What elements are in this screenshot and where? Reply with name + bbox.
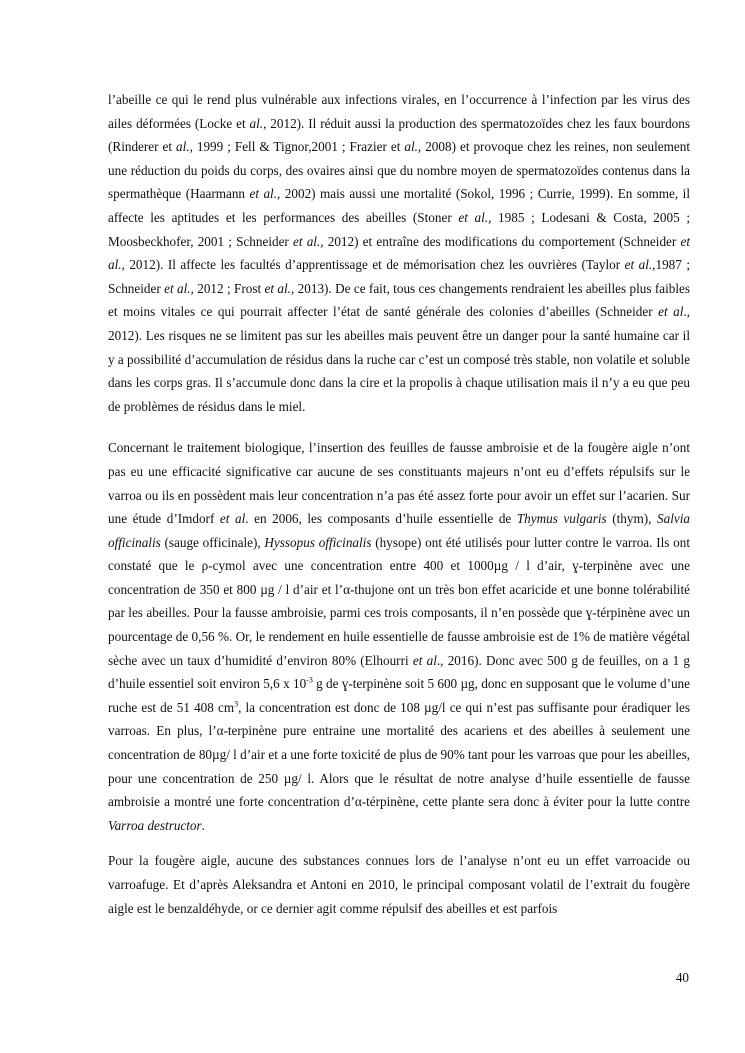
superscript: 3 <box>234 699 239 709</box>
text-run: 1987 ; Schneider <box>108 257 690 296</box>
superscript: -3 <box>306 675 313 685</box>
text-run: 1985 ; Lodesani & Costa, 2005 ; Moosbeckhofer, 2001 ; Schneider <box>108 209 690 249</box>
italic-text: Varroa destructor <box>108 817 202 833</box>
italic-text: et al <box>412 652 437 668</box>
text-run: l’abeille ce qui le rend plus vulnérable aux infections virales, en l’occurrence à l’infection par les virus des ailes déformées (Locke et <box>108 92 690 131</box>
text-run: 2012) et entraîne des modifications du comportement (Schneider <box>323 233 681 249</box>
text-run: ., 2012). Les risques ne se limitent pas sur les abeilles mais peuvent être un danger pour la santé humaine car il y a possibilité d’accumulation de résidus dans la ruche car c’est un composé très stable, non volatile et soluble dans les corps gras. Il s’accumule donc dans la cire et la propolis à chaque utilisation mais il n’y a eu que peu de problèmes de résidus dans le miel. <box>108 304 691 414</box>
italic-text: et al <box>658 304 684 320</box>
text-run: 2012 ; Frost <box>193 280 265 296</box>
text-run: ., 2016). Donc avec 500 g de feuilles, on a 1 g d’huile essentiel soit environ 5,6 x 10 <box>108 652 690 692</box>
text-run: 2008) et provoque chez les reines, non seulement une réduction du poids du corps, des ovaires ainsi que du nombre moyen de spermatozoïdes contenus dans la spermathèque (Haarmann <box>108 139 691 202</box>
italic-text: et al <box>219 511 246 527</box>
text-run: 2012). Il réduit aussi la production des spermatozoïdes chez les faux bourdons (Rinderer et <box>108 115 690 155</box>
paragraph-3 <box>108 849 690 920</box>
text-run: (thym) <box>606 511 649 527</box>
text-run: Pour la fougère aigle, aucune des substances connues lors de l’analyse n’ont eu un effet varroacide ou varroafuge. Et d’après Aleksandra et Antoni en 2010, le principal composant volatil de l’extrait du fougère aigle est le benzaldéhyde, or ce dernier agit comme répulsif des abeilles et est parfois <box>108 853 690 916</box>
page-number: 40 <box>675 970 689 985</box>
italic-text: et al., <box>108 233 690 273</box>
document-body <box>108 88 690 920</box>
italic-text: et al., <box>249 186 281 202</box>
italic-text: et al., <box>164 280 194 296</box>
italic-text: et al., <box>624 257 656 273</box>
italic-text: Thymus vulgaris <box>516 511 607 527</box>
text-run: , la concentration est donc de 108 µg/l ce qui n’est pas suffisante pour éradiquer les varroas. En plus, l’α-terpinène pure entraine une mortalité des acariens et des abeilles à seulement une concentration de 80µg/ l d’air et a une forte toxicité de plus de 90% tant pour les varroas que pour les abeilles, pour une concentration de 250 µg/ l. Alors que le résultat de notre analyse d’huile essentielle de fausse ambroisie a montré une forte concentration d’α-térpinène, cette plante sera donc à éviter pour la lutte contre <box>108 699 690 810</box>
text-run: Concernant le traitement biologique, l’insertion des feuilles de fausse ambroisie et de la fougère aigle n’ont pas eu une efficacité significative car aucune de ses constituants majeurs n’ont eu d’effets répulsifs sur le varroa ou ils en possèdent mais leur concentration n’a pas été assez forte pour avoir un effet sur l’acarien. Sur une étude d’Imdorf <box>108 440 690 527</box>
text-run: (sauge officinale) <box>160 534 258 550</box>
text-run: . <box>201 817 205 833</box>
italic-text: al., <box>249 115 267 131</box>
text-run: (hysope) ont été utilisés pour lutter contre le varroa. Ils ont constaté que le ρ-cymol avec une concentration entre 400 et 1000µg / l d’air, ɣ-terpinène avec une concentration de 350 et 800 µg / l d’air et l’α-thujone ont un très bon effet acaricide et une bonne tolérabilité par les abeilles. Pour la fausse ambroisie, parmi ces trois composants, il n’en possède que ɣ-térpinène avec un pourcentage de 0,56 %. Or, le rendement en huile essentielle de fausse ambroisie est de 1% de matière végétal sèche avec un taux d’humidité d’environ 80% (Elhourri <box>108 534 691 668</box>
italic-text: et al., <box>458 209 492 225</box>
text-run: 1999 ; Fell & Tignor,2001 ; Frazier et <box>192 139 405 155</box>
text-run: . en 2006, les composants d’huile essentielle de <box>245 511 517 527</box>
text-run: 2002) mais aussi une mortalité (Sokol, 1996 ; Currie, 1999). En somme, il affecte les aptitudes et les performances des abeilles (Stoner <box>108 186 691 225</box>
italic-text: et al., <box>264 280 295 296</box>
italic-text: et al., <box>293 233 324 249</box>
italic-text: , Salvia officinalis <box>108 511 690 550</box>
text-run: 2013). De ce fait, tous ces changements rendraient les abeilles plus faibles et moins vitales ce qui pourrait affecter l’état de santé générale des colonies d’abeilles (Schneider <box>108 280 690 320</box>
italic-text: al., <box>176 139 193 155</box>
italic-text: al., <box>404 139 422 155</box>
text-run: g de ɣ-terpinène soit 5 600 µg, donc en supposant que le volume d’une ruche est de 51 408 cm <box>108 676 690 715</box>
text-run: 2012). Il affecte les facultés d’apprentissage et de mémorisation chez les ouvrières (Taylor <box>124 257 625 273</box>
paragraph-1 <box>108 88 690 418</box>
italic-text: , Hyssopus officinalis <box>257 534 372 550</box>
paragraph-2 <box>108 436 690 837</box>
